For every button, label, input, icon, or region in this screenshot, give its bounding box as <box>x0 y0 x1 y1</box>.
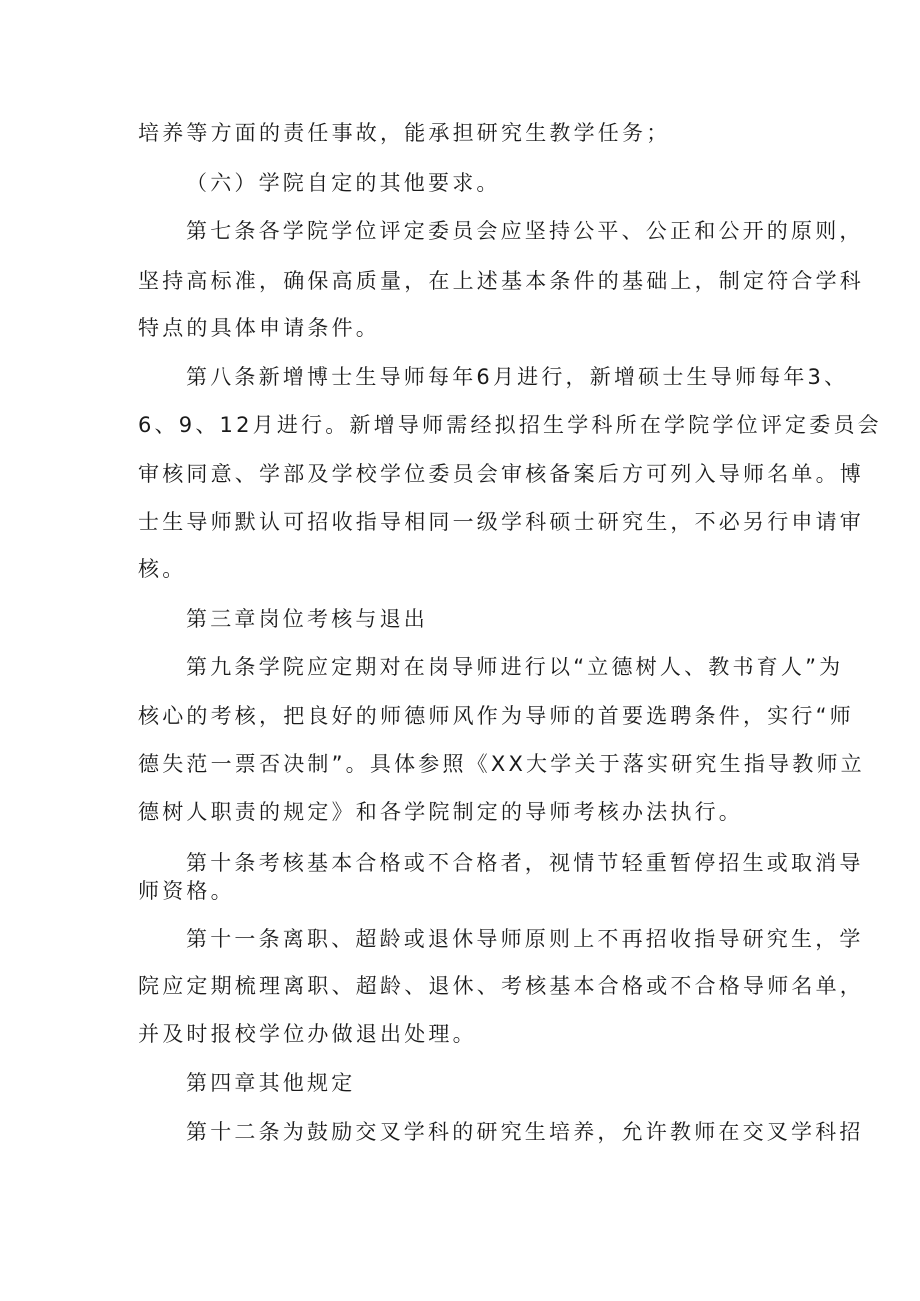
list-item-six: （六）学院自定的其他要求。 <box>186 171 501 195</box>
article-10-line: 第十条考核基本合格或不合格者，视情节轻重暂停招生或取消导 <box>186 851 864 875</box>
article-7-line: 坚持高标准，确保高质量，在上述基本条件的基础上，制定符合学科 <box>138 269 864 293</box>
article-9-line: 核心的考核，把良好的师德师风作为导师的首要选聘条件，实行“师 <box>138 704 854 728</box>
article-10-line: 师资格。 <box>138 879 235 903</box>
article-9-line: 德失范一票否决制”。具体参照《XX大学关于落实研究生指导教师立 <box>138 752 865 776</box>
article-7-line: 第七条各学院学位评定委员会应坚持公平、公正和公开的原则， <box>186 219 864 243</box>
chapter-4-heading: 第四章其他规定 <box>186 1071 356 1095</box>
article-11-line: 并及时报校学位办做退出处理。 <box>138 1022 477 1046</box>
article-8-line: 士生导师默认可招收指导相同一级学科硕士研究生，不必另行申请审 <box>138 510 864 534</box>
article-7-line: 特点的具体申请条件。 <box>138 316 380 340</box>
chapter-3-heading: 第三章岗位考核与退出 <box>186 607 428 631</box>
article-8-line: 第八条新增博士生导师每年6月进行，新增硕士生导师每年3、 <box>186 365 849 389</box>
article-8-line: 核。 <box>138 557 187 581</box>
article-11-line: 第十一条离职、超龄或退休导师原则上不再招收指导研究生，学 <box>186 927 864 951</box>
article-11-line: 院应定期梳理离职、超龄、退休、考核基本合格或不合格导师名单， <box>138 974 864 998</box>
article-9-line: 第九条学院应定期对在岗导师进行以“立德树人、教书育人”为 <box>186 655 844 679</box>
article-9-line: 德树人职责的规定》和各学院制定的导师考核办法执行。 <box>138 800 743 824</box>
article-8-line: 审核同意、学部及学校学位委员会审核备案后方可列入导师名单。博 <box>138 462 864 486</box>
article-12-line: 第十二条为鼓励交叉学科的研究生培养，允许教师在交叉学科招 <box>186 1120 864 1144</box>
article-8-line: 6、9、12月进行。新增导师需经拟招生学科所在学院学位评定委员会 <box>138 413 882 437</box>
paragraph-line: 培养等方面的责任事故，能承担研究生教学任务； <box>138 121 671 145</box>
